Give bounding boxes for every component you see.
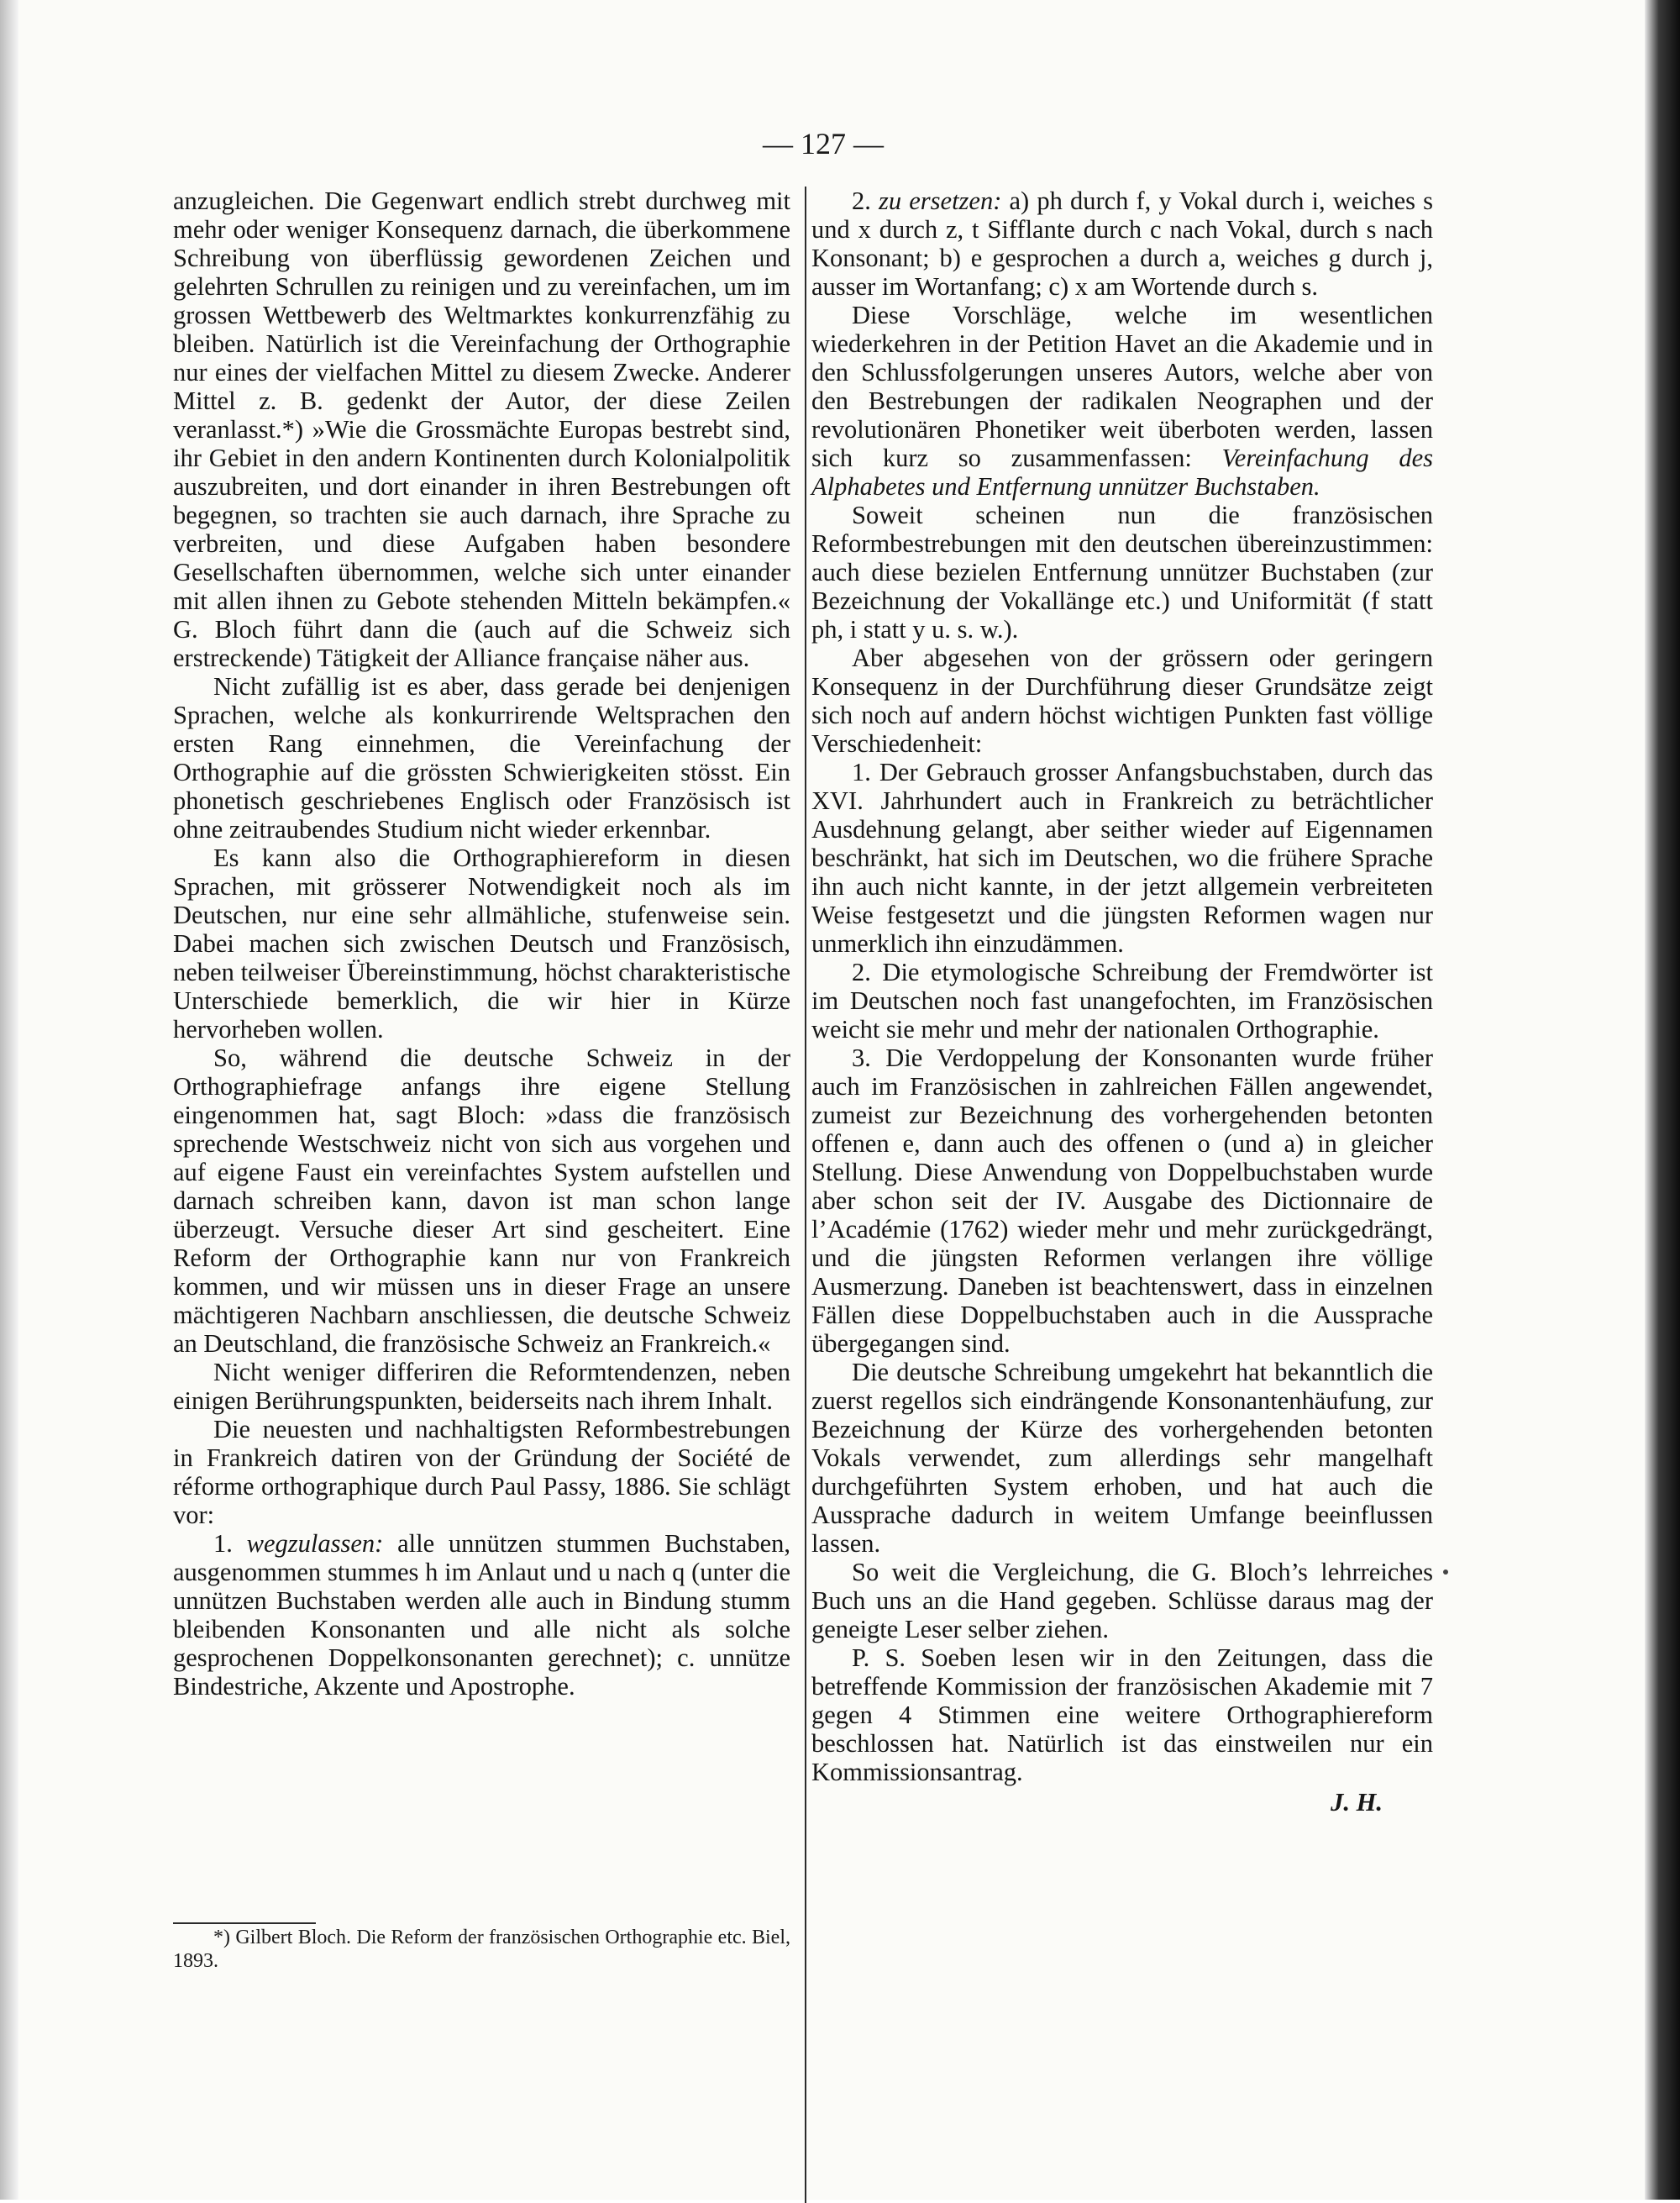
list-number: 2. [852,187,879,215]
signature: J. H. [1331,1788,1383,1817]
emphasis-term: wegzulassen: [246,1529,384,1558]
footnote [173,1926,790,1973]
left-paragraph-1: anzugleichen. Die Gegenwart endlich strebt durchweg mit mehr oder weniger Konsequenz darnach, die überkommene Schreibung von überflüssig gewordenen Zeichen und gelehrten Schrullen zu reinigen und zu vereinfachen, um im grossen Wettbewerb des Weltmarktes konkurrenzfähig zu bleiben. Natürlich ist die Vereinfachung der Orthographie nur eines der vielfachen Mittel zu diesem Zwecke. Anderer Mittel z. B. gedenkt der Autor, der diese Zeilen veranlasst.*) »Wie die Grossmächte Europas bestrebt sind, ihr Gebiet in den andern Kontinenten durch Kolonialpolitik auszubreiten, und dort einander in ihren Bestrebungen oft begegnen, so trachten sie auch darnach, ihre Sprache zu verbreiten, und diese Aufgaben haben besondere Gesellschaften übernommen, welche sich unter einander mit allen ihnen zu Gebote stehenden Mitteln bekämpfen.« G. Bloch führt dann die (auch auf die Schweiz sich erstreckende) Tätigkeit der Alliance française näher aus. [173,187,790,672]
right-paragraph-1 [811,187,1433,301]
right-paragraph-7: 3. Die Verdoppelung der Konsonanten wurde früher auch im Französischen in zahlreichen Fällen angewendet, zumeist zur Bezeichnung des vorhergehenden betonten offenen e, dann auch des offenen o (und a) in gleicher Stellung. Diese Anwendung von Doppelbuchstaben wurde aber schon seit der IV. Ausgabe des Dictionnaire de l’Académie (1762) wieder mehr und mehr zurückgedrängt, und die jüngsten Reformen verlangen ihre völlige Ausmerzung. Daneben ist beachtenswert, dass in einzelnen Fällen diese Doppelbuchstaben auch in die Aussprache übergegangen sind. [811,1044,1433,1358]
right-paragraph-8: Die deutsche Schreibung umgekehrt hat bekanntlich die zuerst regellos sich eindrängende Konsonantenhäufung, zur Bezeichnung der Kürze des vorhergehenden betonten Vokals verwendet, zum allerdings sehr mangelhaft durchgeführten System erhoben, und hat auch die Aussprache dadurch in weitem Umfange beeinflussen lassen. [811,1358,1433,1558]
list-item-text: a) ph durch f, y Vokal durch i, weiches s und x durch z, t Sifflante durch c nach Vokal, durch s nach Konsonant; b) e gesprochen a durch a, weiches g durch j, ausser im Wortanfang; c) x am Wortende durch s. [811,187,1434,301]
footnote-text: *) Gilbert Bloch. Die Reform der französischen Orthographie etc. Biel, 1893. [173,1927,790,1972]
emphasis-phrase: Vereinfachung des Alphabetes und Entfernung unnützer Buchstaben. [811,444,1433,501]
page-number: — 127 — [763,127,884,160]
paragraph-text: Diese Vorschläge, welche im wesentlichen wiederkehren in der Petition Havet an die Akademie und in den Schlussfolgerungen unseres Autors, welche aber von den Bestrebungen der radikalen Neographen und der revolutionären Phonetiker weit überboten werden, lassen sich kurz so zusammenfassen: [811,301,1433,472]
left-paragraph-6: Die neuesten und nachhaltigsten Reformbestrebungen in Frankreich datiren von der Gründung der Société de réforme orthographique durch Paul Passy, 1886. Sie schlägt vor: [173,1415,790,1529]
right-paragraph-10: P. S. Soeben lesen wir in den Zeitungen, dass die betreffende Kommission der französischen Akademie mit 7 gegen 4 Stimmen eine weitere Orthographiereform beschlossen hat. Natürlich ist das einstweilen nur ein Kommissionsantrag. [811,1643,1433,1786]
list-item-text: alle unnützen stummen Buchstaben, ausgenommen stummes h im Anlaut und u nach q (unter die unnützen Buchstaben werden alle auch in Bindung stumm bleibenden Konsonanten und alle nicht als solche gesprochenen Doppelkonsonanten gerechnet); c. unnütze Bindestriche, Akzente und Apostrophe. [173,1529,791,1701]
right-paragraph-9: So weit die Vergleichung, die G. Bloch’s lehrreiches Buch uns an die Hand gegeben. Schlüsse daraus mag der geneigte Leser selber ziehen. [811,1558,1433,1643]
right-paragraph-5: 1. Der Gebrauch grosser Anfangsbuchstaben, durch das XVI. Jahrhundert auch in Frankreich zu beträchtlicher Ausdehnung gelangt, aber seither wieder auf Eigennamen beschränkt, hat sich im Deutschen, wo die frühere Sprache ihn auch nicht kannte, in der jetzt allgemein verbreiteten Weise festgesetzt und die jüngsten Reformen wagen nur unmerklich ihn einzudämmen. [811,758,1433,958]
left-paragraph-3: Es kann also die Orthographiereform in diesen Sprachen, mit grösserer Notwendigkeit noch als im Deutschen, nur eine sehr allmähliche, stufenweise sein. Dabei machen sich zwischen Deutsch und Französisch, neben teilweiser Übereinstimmung, höchst charakteristische Unterschiede bemerklich, die wir hier in Kürze hervorheben wollen. [173,844,790,1044]
right-paragraph-3: Soweit scheinen nun die französischen Reformbestrebungen mit den deutschen übereinzustimmen: auch diese bezielen Entfernung unnützer Buchstaben (zur Bezeichnung der Vokallänge etc.) und Uniformität (f statt ph, i statt y u. s. w.). [811,501,1433,644]
right-paragraph-2 [811,301,1433,501]
emphasis-term: zu ersetzen: [879,187,1002,215]
list-number: 1. [213,1529,247,1558]
footnote-rule [173,1922,316,1924]
column-divider [805,187,806,2203]
right-column [811,187,1433,1817]
page-spine-shadow [0,0,18,2200]
scan-edge-shadow [1645,0,1680,2200]
left-paragraph-7 [173,1529,790,1701]
left-column [173,187,790,1701]
left-paragraph-5: Nicht weniger differiren die Reformtendenzen, neben einigen Berührungspunkten, beiderseits nach ihrem Inhalt. [173,1358,790,1415]
right-paragraph-6: 2. Die etymologische Schreibung der Fremdwörter ist im Deutschen noch fast unangefochten, im Französischen weicht sie mehr und mehr der nationalen Orthographie. [811,958,1433,1044]
scan-speck [1443,1569,1448,1575]
left-paragraph-4: So, während die deutsche Schweiz in der Orthographiefrage anfangs ihre eigene Stellung eingenommen hat, sagt Bloch: »dass die französisch sprechende Westschweiz nicht von sich aus vorgehen und auf eigene Faust ein vereinfachtes System aufstellen und darnach schreiben kann, davon ist man schon lange überzeugt. Versuche dieser Art sind gescheitert. Eine Reform der Orthographie kann nur von Frankreich kommen, und wir müssen uns in dieser Frage an unsere mächtigeren Nachbarn anschliessen, die deutsche Schweiz an Deutschland, die französische Schweiz an Frankreich.« [173,1044,790,1358]
left-paragraph-2: Nicht zufällig ist es aber, dass gerade bei denjenigen Sprachen, welche als konkurrirende Weltsprachen den ersten Rang einnehmen, die Vereinfachung der Orthographie auf die grössten Schwierigkeiten stösst. Ein phonetisch geschriebenes Englisch oder Französisch ist ohne zeitraubendes Studium nicht wieder erkennbar. [173,672,790,844]
right-paragraph-4: Aber abgesehen von der grössern oder geringern Konsequenz in der Durchführung dieser Grundsätze zeigt sich noch auf andern höchst wichtigen Punkten fast völlige Verschiedenheit: [811,644,1433,758]
